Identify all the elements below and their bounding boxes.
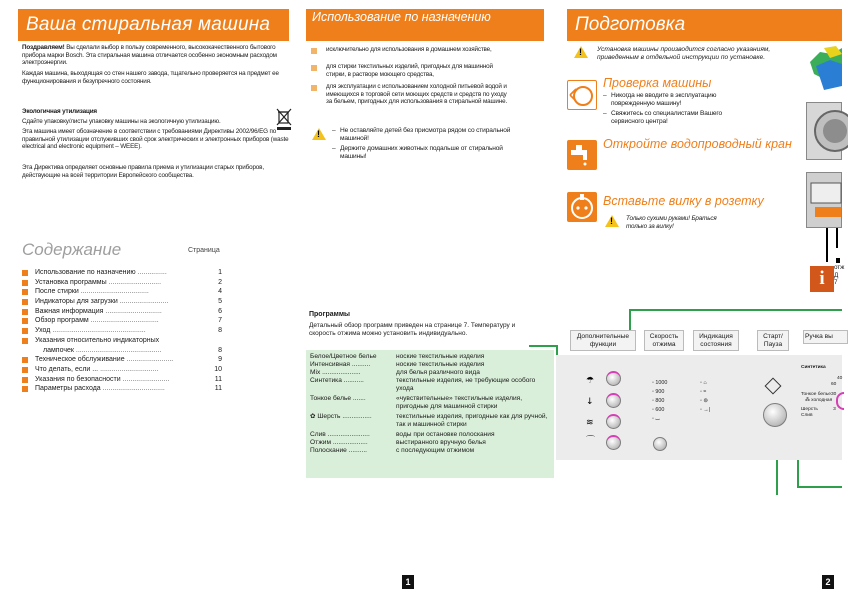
eco-text-1: Сдайте упаковку/листы упаковку машины на экологичную утилизацию. xyxy=(22,118,221,125)
congrats-bold: Поздравляем! xyxy=(22,44,65,51)
water-tap-icon xyxy=(567,140,597,170)
toc-item[interactable]: Обзор программ ................................... 7 xyxy=(22,316,222,326)
cropped-text: отж Д 7 xyxy=(834,264,845,287)
svg-text:☂: ☂ xyxy=(586,376,595,386)
use-bullet: для стирки текстильных изделий, пригодных для машинной стирки, в растворе моющего средства, xyxy=(312,63,512,78)
speed-wash-button[interactable] xyxy=(606,435,621,450)
warning-icon xyxy=(312,128,326,140)
programs-title: Программы xyxy=(309,311,351,318)
plug-warning: Только сухими руками! Браться только за вилку! xyxy=(626,215,717,230)
program-row: Mix ..................... для белья различного вида xyxy=(310,369,480,376)
info-icon: i xyxy=(810,266,834,292)
toc-item[interactable]: Параметры расхода ................................ 11 xyxy=(22,384,222,394)
toc-item[interactable]: После стирки ................................... 4 xyxy=(22,287,222,297)
header-preparation: Подготовка xyxy=(567,9,842,41)
start-pause-button[interactable] xyxy=(763,403,787,427)
label-start-pause: Старт/ Пауза xyxy=(757,330,789,351)
program-row: Белое/Цветное белье ноские текстильные изделия xyxy=(310,353,485,360)
function-icons xyxy=(584,374,598,444)
toc-item[interactable]: Использование по назначению ............... 1 xyxy=(22,268,222,278)
program-row: ✿ Шерсть ................ текстильные изделия, пригодные как для ручной, так и машинной стирки xyxy=(310,413,548,428)
program-row: Тонкое белье ....... «чувствительные» текстильные изделия, пригодные для машинной стирки xyxy=(310,395,523,410)
program-row: Интенсивная .......... ноские текстильные изделия xyxy=(310,361,485,368)
toc-item[interactable]: Техническое обслуживание ........................ 9 xyxy=(22,355,222,365)
congrats-text: Вы сделали выбор в пользу современного, высококачественного бытового прибора марки Bosch. Эта стиральная машина отличается особенно экономным расходом электроэнергии. xyxy=(22,44,277,67)
svg-text:⌒: ⌒ xyxy=(586,436,596,446)
control-panel xyxy=(556,355,842,460)
warning-icon xyxy=(574,46,588,58)
page-number-2: 2 xyxy=(822,575,834,589)
installation-intro: Установка машины производится согласно указаниям, приведенным в отдельной инструкции по установке. xyxy=(597,46,771,61)
drum-photo xyxy=(806,102,842,160)
warning-icon xyxy=(605,215,619,227)
eco-text-3: Эта Директива определяет основные правила приема и утилизации старых приборов, действующие на всей территории Европейского сообщества. xyxy=(22,164,264,179)
laundry-photo xyxy=(806,44,842,94)
label-extra-functions: Дополнительные функции xyxy=(570,330,636,351)
eco-text-2: Эта машина имеет обозначение в соответствии с требованиями Директивы 2002/96/EG по правильной утилизации отслуживших свой срок электрических и электронных приборов (waste electrical and electronic equipment – WEEE). xyxy=(22,128,289,151)
check-machine-title: Проверка машины xyxy=(603,76,712,90)
header-intended-use: Использование по назначению xyxy=(306,9,544,41)
plug-in-title: Вставьте вилку в розетку xyxy=(603,194,764,208)
easy-iron-button[interactable] xyxy=(606,414,621,429)
header-your-washing-machine: Ваша стиральная машина xyxy=(18,9,289,41)
drawer-photo xyxy=(806,172,842,228)
toc-item[interactable]: Указания относительно индикаторных xyxy=(22,336,222,346)
svg-text:↓: ↓ xyxy=(586,397,594,407)
use-bullet: исключительно для использования в домашнем хозяйстве, xyxy=(312,46,512,54)
crossed-bin-icon xyxy=(276,108,292,130)
toc-title: Содержание xyxy=(22,240,122,259)
svg-text:≋: ≋ xyxy=(586,418,594,428)
status-indicator: ◦ ⌂ ◦ ≈ ◦ ⊚ ◦ →| xyxy=(700,380,711,413)
use-bullet: для эксплуатации с использованием холодной питьевой водой и имеющихся в торговой сети моющих средств и средств по уходу за бельем, пригодных для использования в стиральной машине. xyxy=(312,83,512,106)
spin-speed-options: ◦ 1000 ◦ 900 ◦ 800 ◦ 600 ◦ ⌴ xyxy=(652,380,668,422)
program-row: Слив ....................... воды при остановке полоскания xyxy=(310,431,495,438)
program-row: Полоскание .......... с последующим отжимом xyxy=(310,447,475,454)
prewash-button[interactable] xyxy=(606,371,621,386)
machine-check-icon xyxy=(567,80,597,110)
warning-item: – Не оставляйте детей без присмотра рядом со стиральной машиной! xyxy=(332,127,511,142)
program-row: Отжим ................... выстиранного вручную белья xyxy=(310,439,486,446)
check-item: – Свяжитесь со специалистами Вашего сервисного центра! xyxy=(603,110,723,125)
congrats-paragraph xyxy=(22,44,290,67)
check-item: – Никогда не вводите в эксплуатацию поврежденную машину! xyxy=(603,92,717,107)
factory-paragraph: Каждая машина, выходящая со стен нашего завода, тщательно проверяется на предмет ее функционирования и безупречного состояния. xyxy=(22,70,279,85)
program-dial[interactable]: Синтетика 40 60 Тонкое белье 30 ⁂ холодная Шерсть 3 Слив xyxy=(801,365,843,419)
label-status: Индикация состояния xyxy=(693,330,739,351)
plug-socket-icon xyxy=(567,192,597,222)
toc-item[interactable]: Индикаторы для загрузки ......................... 5 xyxy=(22,297,222,307)
programs-table xyxy=(306,350,554,478)
toc-item[interactable]: лампочек ............................................ 8 xyxy=(43,346,222,354)
program-row: Синтетика ........... текстильные изделия, не требующие особого ухода xyxy=(310,377,536,392)
open-tap-title: Откройте водопроводный кран xyxy=(603,137,792,151)
eco-title: Экологичная утилизация xyxy=(22,108,97,115)
toc-item[interactable]: Установка программы ........................... 2 xyxy=(22,278,222,288)
toc-item[interactable]: Что делать, если ... .............................. 10 xyxy=(22,365,222,375)
toc-item[interactable]: Важная информация ............................. 6 xyxy=(22,307,222,317)
toc-item[interactable]: Уход ................................................ 8 xyxy=(22,326,222,336)
spin-speed-button[interactable] xyxy=(653,437,667,451)
wool-icon: ✿ xyxy=(310,413,318,420)
warning-item: – Держите домашних животных подальше от стиральной машины! xyxy=(332,145,503,160)
programs-intro: Детальный обзор программ приведен на странице 7. Температуру и скорость отжима можно установить индивидуально. xyxy=(309,322,516,337)
table-of-contents xyxy=(22,268,222,394)
toc-page-label: Страница xyxy=(188,247,220,254)
label-spin-speed: Скорость отжима xyxy=(644,330,684,351)
toc-item[interactable]: Указания по безопасности ........................ 11 xyxy=(22,375,222,385)
label-program-knob: Ручка вы xyxy=(803,330,848,344)
rinse-button[interactable] xyxy=(606,393,621,408)
page-number-1: 1 xyxy=(402,575,414,589)
